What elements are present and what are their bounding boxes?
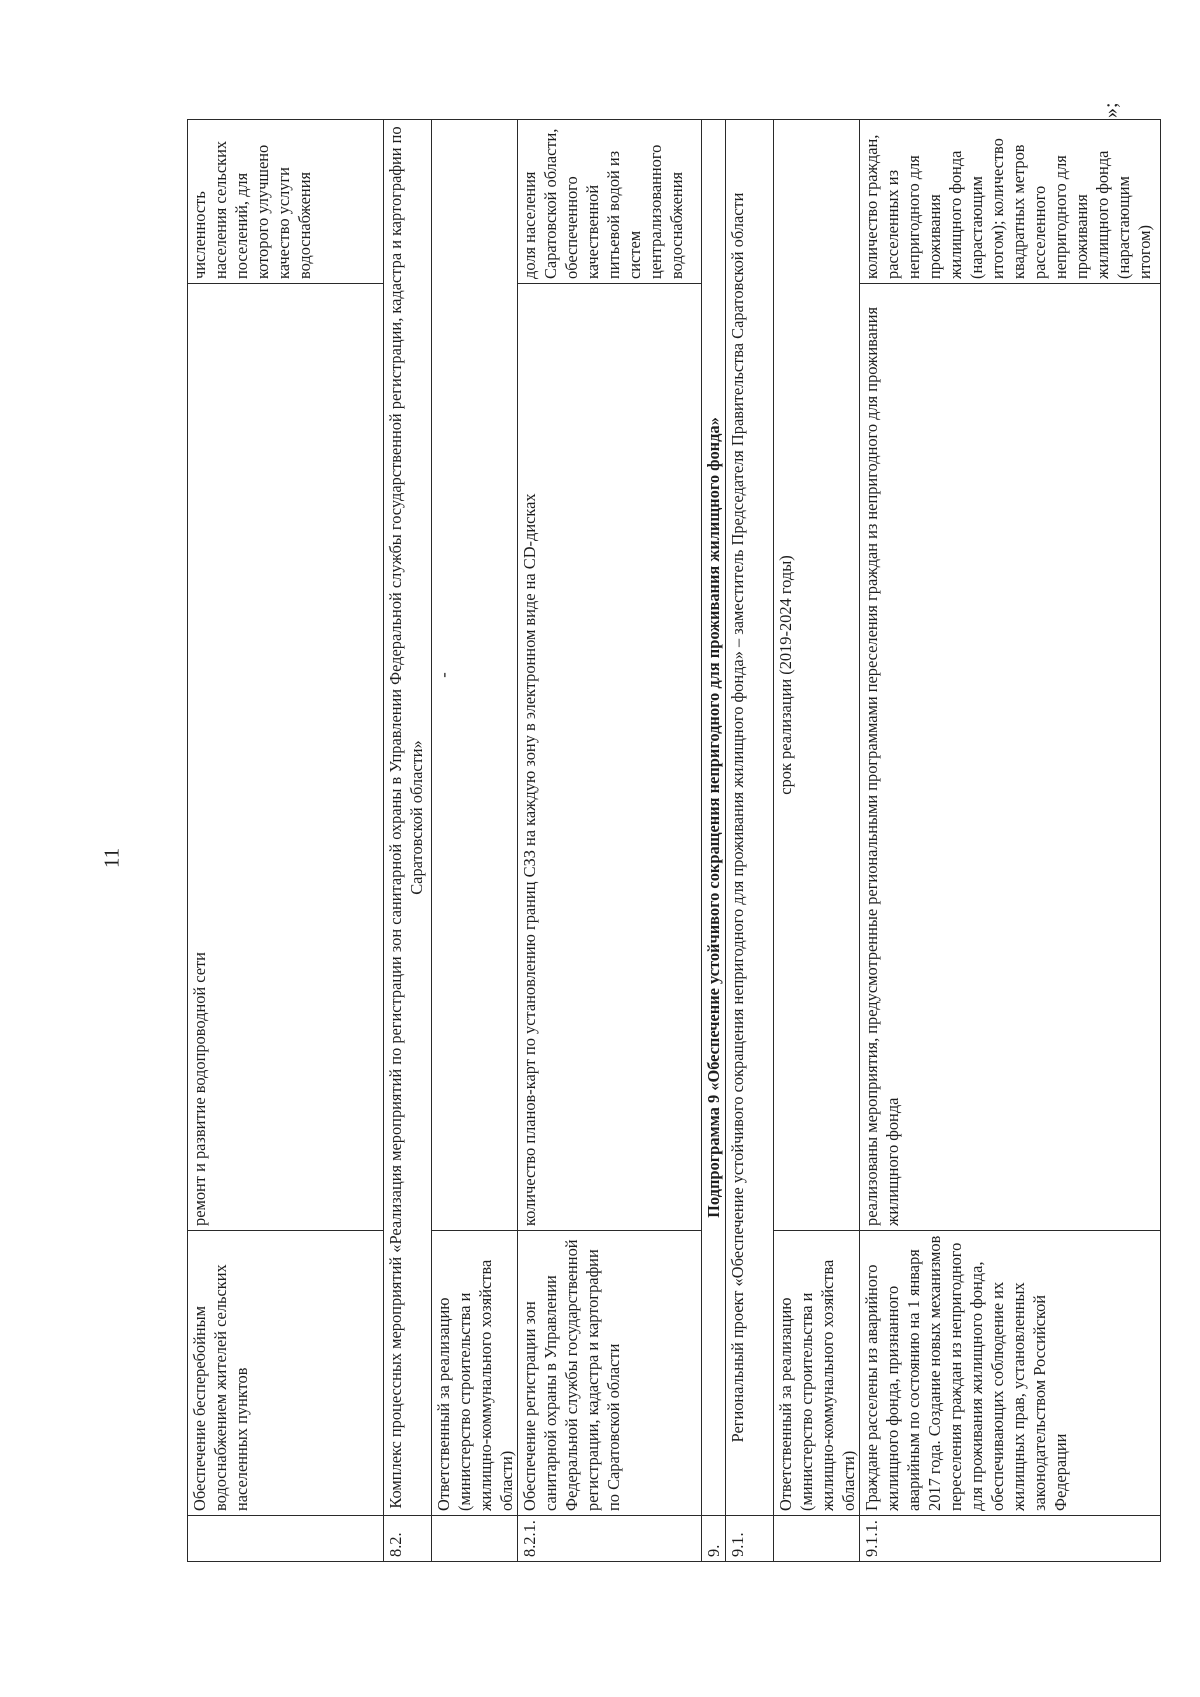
table-row [432, 120, 518, 1562]
goal-cell: Обеспечение регистрации зон санитарной охраны в Управлении Федеральной службы государственной регистрации, кадастра и картографии по Саратовской области [518, 1231, 702, 1516]
table-row [726, 120, 774, 1562]
responsible-value-cell: срок реализации (2019-2024 годы) [774, 120, 860, 1231]
empty-cell [774, 1516, 860, 1562]
row-number-cell [188, 1516, 384, 1562]
measures-table-container [187, 120, 1154, 1562]
result-cell: ремонт и развитие водопроводной сети [188, 284, 384, 1231]
result-cell: реализованы мероприятия, предусмотренные региональными программами переселения граждан из непригодного для проживания жилищного фонда [860, 284, 1161, 1231]
empty-cell [432, 1516, 518, 1562]
indicator-cell: количество граждан, расселенных из непригодного для проживания жилищного фонда (нарастающим итогом); количество квадратных метров расселенного непригодного для проживания жилищного фонда (нарастающим итогом) [860, 120, 1161, 284]
responsible-label-cell: Ответственный за реализацию (министерство строительства и жилищно-коммунального хозяйства области) [774, 1231, 860, 1516]
closing-quote-mark: »; [1100, 102, 1122, 118]
row-number-cell: 9.1.1. [860, 1516, 1161, 1562]
table-row [774, 120, 860, 1562]
table-row [384, 120, 432, 1562]
goal-cell: Обеспечение бесперебойным водоснабжением жителей сельских населенных пунктов [188, 1231, 384, 1516]
section-title-cell: Комплекс процессных мероприятий «Реализация мероприятий по регистрации зон санитарной охраны в Управлении Федеральной службы государственной регистрации, кадастра и картографии по Саратовской области» [384, 120, 432, 1516]
row-number-cell: 9. [702, 1516, 726, 1562]
goal-cell: Граждане расселены из аварийного жилищного фонда, признанного аварийным по состоянию на 1 января 2017 года. Создание новых механизмов переселения граждан из непригодного для проживания жилищного фонда, обеспечивающих соблюдение их жилищных прав, установленных законодательством Российской Федерации [860, 1231, 1161, 1516]
indicator-cell: численность населения сельских поселений, для которого улучшено качество услуги водоснабжения [188, 120, 384, 284]
table-row [860, 120, 1161, 1562]
result-cell: количество планов-карт по установлению границ СЗЗ на каждую зону в электронном виде на CD-дисках [518, 284, 702, 1231]
indicator-cell: доля населения Саратовской области, обеспеченного качественной питьевой водой из систем централизованного водоснабжения [518, 120, 702, 284]
table-row [188, 120, 384, 1562]
responsible-value-cell: - [432, 120, 518, 1231]
row-number-cell: 9.1. [726, 1516, 774, 1562]
subprogram-title-cell: Подпрограмма 9 «Обеспечение устойчивого сокращения непригодного для проживания жилищного фонда» [702, 120, 726, 1516]
table-row [518, 120, 702, 1562]
responsible-label-cell: Ответственный за реализацию (министерство строительства и жилищно-коммунального хозяйства области) [432, 1231, 518, 1516]
page-number: 11 [99, 847, 124, 869]
table-row [702, 120, 726, 1562]
measures-table [187, 119, 1161, 1562]
row-number-cell: 8.2.1. [518, 1516, 702, 1562]
row-number-cell: 8.2. [384, 1516, 432, 1562]
project-title-cell: Региональный проект «Обеспечение устойчивого сокращения непригодного для проживания жилищного фонда» – заместитель Председателя Правительства Саратовской области [726, 120, 774, 1516]
